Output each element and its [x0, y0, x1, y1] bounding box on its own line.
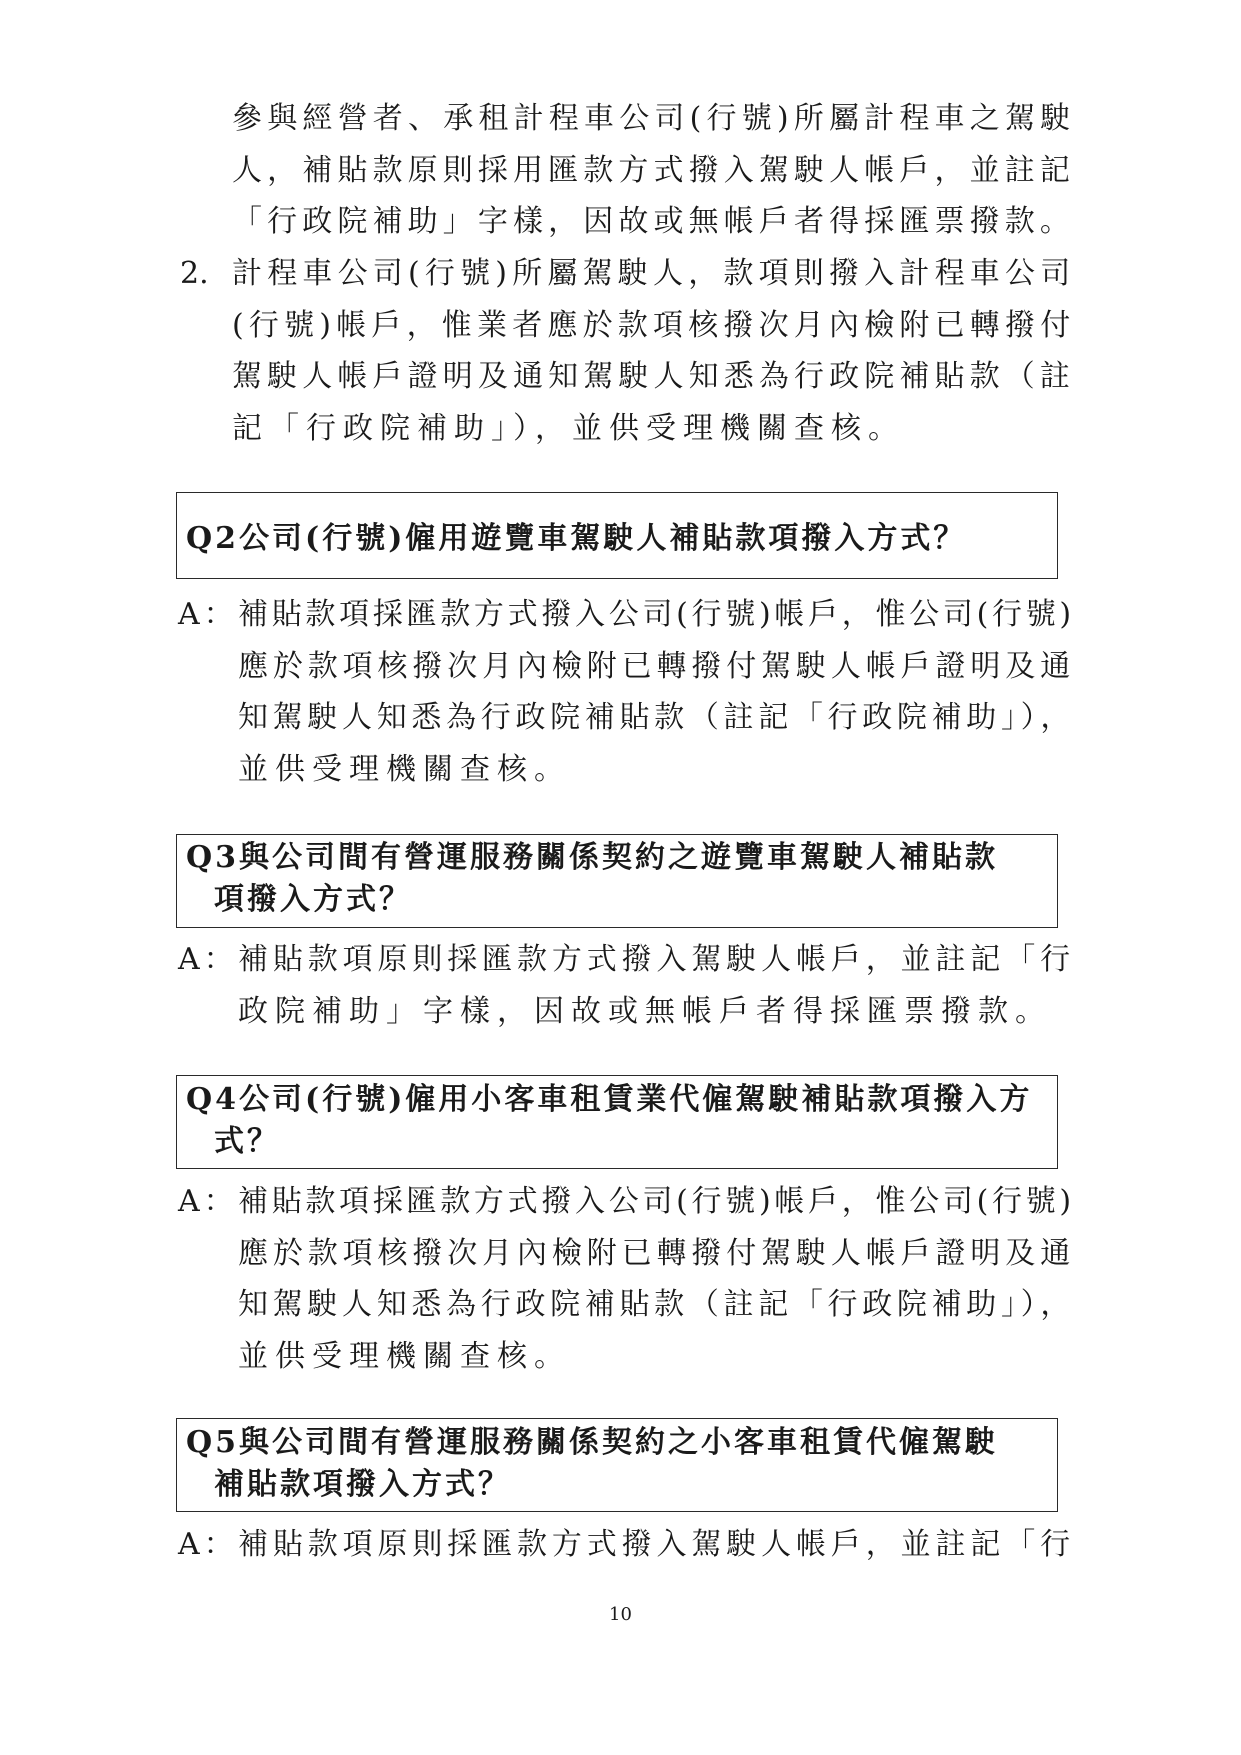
answer-label-q5: A：: [178, 1527, 238, 1562]
page-number: 10: [609, 1604, 632, 1625]
answer-label-q2: A：: [178, 597, 238, 632]
intro-line-1: 參與經營者、承租計程車公司(行號)所屬計程車之駕駛: [232, 101, 1076, 136]
intro-line-2: 人，補貼款原則採用匯款方式撥入駕駛人帳戶，並註記: [232, 153, 1075, 188]
question-q3-line-1: Q3與公司間有營運服務關係契約之遊覽車駕駛人補貼款: [186, 840, 999, 875]
intro-line-3: 「行政院補助」字樣，因故或無帳戶者得採匯票撥款。: [232, 204, 1075, 239]
answer-q3-line-2: 政院補助」字樣，因故或無帳戶者得採匯票撥款。: [238, 994, 1052, 1029]
item-2-line-3: 駕駛人帳戶證明及通知駕駛人知悉為行政院補貼款（註: [232, 359, 1075, 394]
answer-q5-line-1: 補貼款項原則採匯款方式撥入駕駛人帳戶，並註記「行: [238, 1527, 1075, 1562]
item-2-number: 2.: [180, 256, 209, 291]
item-2-line-2: (行號)帳戶，惟業者應於款項核撥次月內檢附已轉撥付: [232, 308, 1076, 343]
question-q2-line-1: Q2公司(行號)僱用遊覽車駕駛人補貼款項撥入方式？: [186, 521, 967, 556]
item-2-line-1: 計程車公司(行號)所屬駕駛人，款項則撥入計程車公司: [232, 256, 1076, 291]
answer-q2-line-1: 補貼款項採匯款方式撥入公司(行號)帳戶，惟公司(行號): [238, 597, 1075, 632]
answer-q2-line-4: 並供受理機關查核。: [238, 752, 571, 787]
question-q4-line-1: Q4公司(行號)僱用小客車租賃業代僱駕駛補貼款項撥入方: [186, 1082, 1033, 1117]
question-q3-line-2: 項撥入方式？: [214, 882, 412, 917]
answer-q2-line-3: 知駕駛人知悉為行政院補貼款（註記「行政院補助」），: [238, 700, 1075, 735]
answer-q3-line-1: 補貼款項原則採匯款方式撥入駕駛人帳戶，並註記「行: [238, 942, 1075, 977]
question-q5-line-1: Q5與公司間有營運服務關係契約之小客車租賃代僱駕駛: [186, 1425, 999, 1460]
item-2-line-4: 記「行政院補助」），並供受理機關查核。: [232, 411, 905, 446]
answer-label-q4: A：: [178, 1184, 238, 1219]
answer-q4-line-2: 應於款項核撥次月內檢附已轉撥付駕駛人帳戶證明及通: [238, 1236, 1075, 1271]
answer-q4-line-1: 補貼款項採匯款方式撥入公司(行號)帳戶，惟公司(行號): [238, 1184, 1075, 1219]
question-q5-line-2: 補貼款項撥入方式？: [214, 1467, 511, 1502]
answer-label-q3: A：: [178, 942, 238, 977]
answer-q4-line-3: 知駕駛人知悉為行政院補貼款（註記「行政院補助」），: [238, 1287, 1075, 1322]
answer-q2-line-2: 應於款項核撥次月內檢附已轉撥付駕駛人帳戶證明及通: [238, 649, 1075, 684]
question-q4-line-2: 式？: [214, 1124, 280, 1159]
answer-q4-line-4: 並供受理機關查核。: [238, 1339, 571, 1374]
